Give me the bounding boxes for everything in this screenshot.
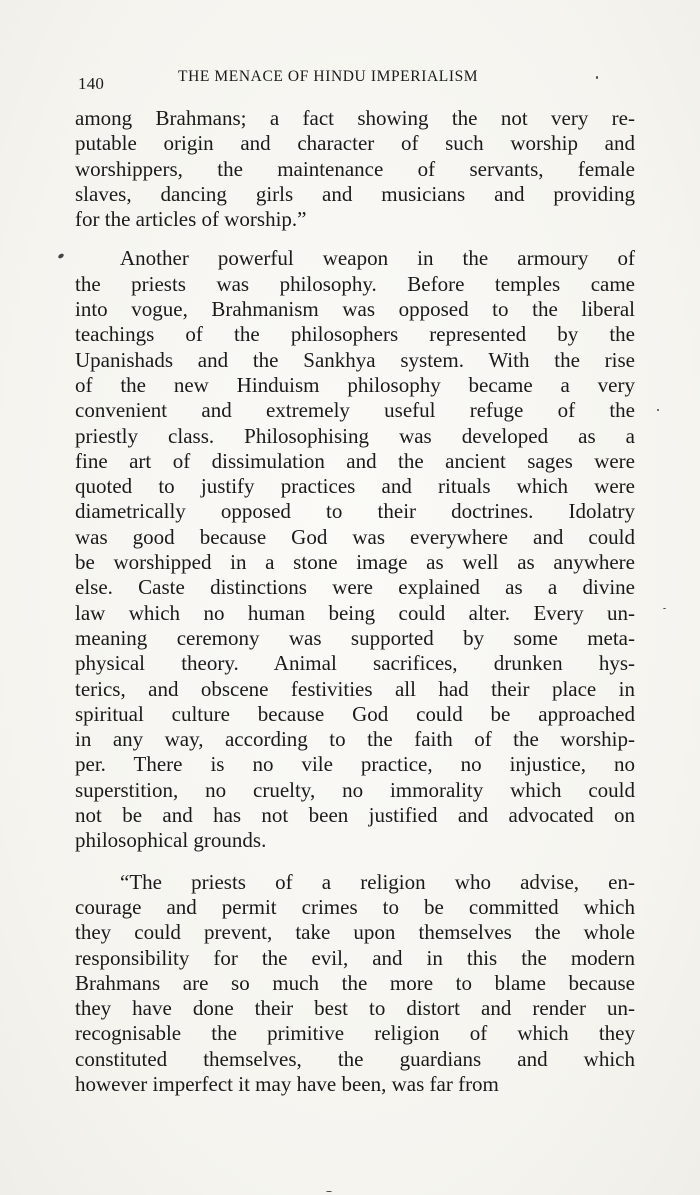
text-line: they have done their best to distort and render un- <box>75 996 635 1021</box>
text-line: be worshipped in a stone image as well as anywhere <box>75 550 635 575</box>
paragraph-1 <box>75 106 635 232</box>
text-line: else. Caste distinctions were explained as a divine <box>75 575 635 600</box>
text-line: in any way, according to the faith of the worship- <box>75 727 635 752</box>
text-line: of the new Hinduism philosophy became a very <box>75 372 635 397</box>
text-line: the priests was philosophy. Before temples came <box>75 271 635 296</box>
text-line: into vogue, Brahmanism was opposed to the liberal <box>75 297 635 322</box>
scan-speck <box>657 409 659 411</box>
text-line: Another powerful weapon in the armoury of <box>120 246 635 271</box>
text-line: diametrically opposed to their doctrines. Idolatry <box>75 499 635 524</box>
text-line: law which no human being could alter. Every un- <box>75 600 635 625</box>
text-line: courage and permit crimes to be committed which <box>75 894 635 919</box>
text-line: putable origin and character of such worship and <box>75 131 635 156</box>
text-line: per. There is no vile practice, no injustice, no <box>75 752 635 777</box>
text-line: superstition, no cruelty, no immorality which could <box>75 777 635 802</box>
page-number: 140 <box>78 74 105 93</box>
paragraph-3 <box>75 870 635 1098</box>
page-body <box>75 106 635 1097</box>
text-line: for the articles of worship.” <box>75 207 307 232</box>
text-line: spiritual culture because God could be approached <box>75 701 635 726</box>
scan-speck <box>326 1191 332 1192</box>
paragraph-2 <box>75 246 635 853</box>
text-line: worshippers, the maintenance of servants, female <box>75 156 635 181</box>
text-line: slaves, dancing girls and musicians and providing <box>75 181 635 206</box>
text-line: terics, and obscene festivities all had their place in <box>75 676 635 701</box>
scan-speck <box>57 253 64 260</box>
text-line: physical theory. Animal sacrifices, drunken hys- <box>75 651 635 676</box>
text-line: they could prevent, take upon themselves the whole <box>75 920 635 945</box>
text-line: convenient and extremely useful refuge of the <box>75 398 635 423</box>
text-line: priestly class. Philosophising was developed as a <box>75 423 635 448</box>
text-line: constituted themselves, the guardians and which <box>75 1046 635 1071</box>
text-line: philosophical grounds. <box>75 828 267 853</box>
scan-speck <box>596 76 598 79</box>
text-line: Upanishads and the Sankhya system. With the rise <box>75 347 635 372</box>
text-line: was good because God was everywhere and could <box>75 524 635 549</box>
text-line: recognisable the primitive religion of which they <box>75 1021 635 1046</box>
text-line: Brahmans are so much the more to blame because <box>75 970 635 995</box>
text-line: teachings of the philosophers represented by the <box>75 322 635 347</box>
text-line: among Brahmans; a fact showing the not very re- <box>75 106 635 130</box>
text-line: not be and has not been justified and advocated on <box>75 803 635 828</box>
text-line: fine art of dissimulation and the ancient sages were <box>75 448 635 473</box>
text-line: meaning ceremony was supported by some meta- <box>75 625 635 650</box>
scan-speck <box>663 608 666 609</box>
text-line: however imperfect it may have been, was far from <box>75 1071 499 1096</box>
text-line: quoted to justify practices and rituals which were <box>75 474 635 499</box>
book-title: THE MENACE OF HINDU IMPERIALISM <box>178 68 479 85</box>
text-line: responsibility for the evil, and in this the modern <box>75 945 635 970</box>
text-line: “The priests of a religion who advise, en- <box>120 869 635 894</box>
running-head <box>78 66 638 93</box>
